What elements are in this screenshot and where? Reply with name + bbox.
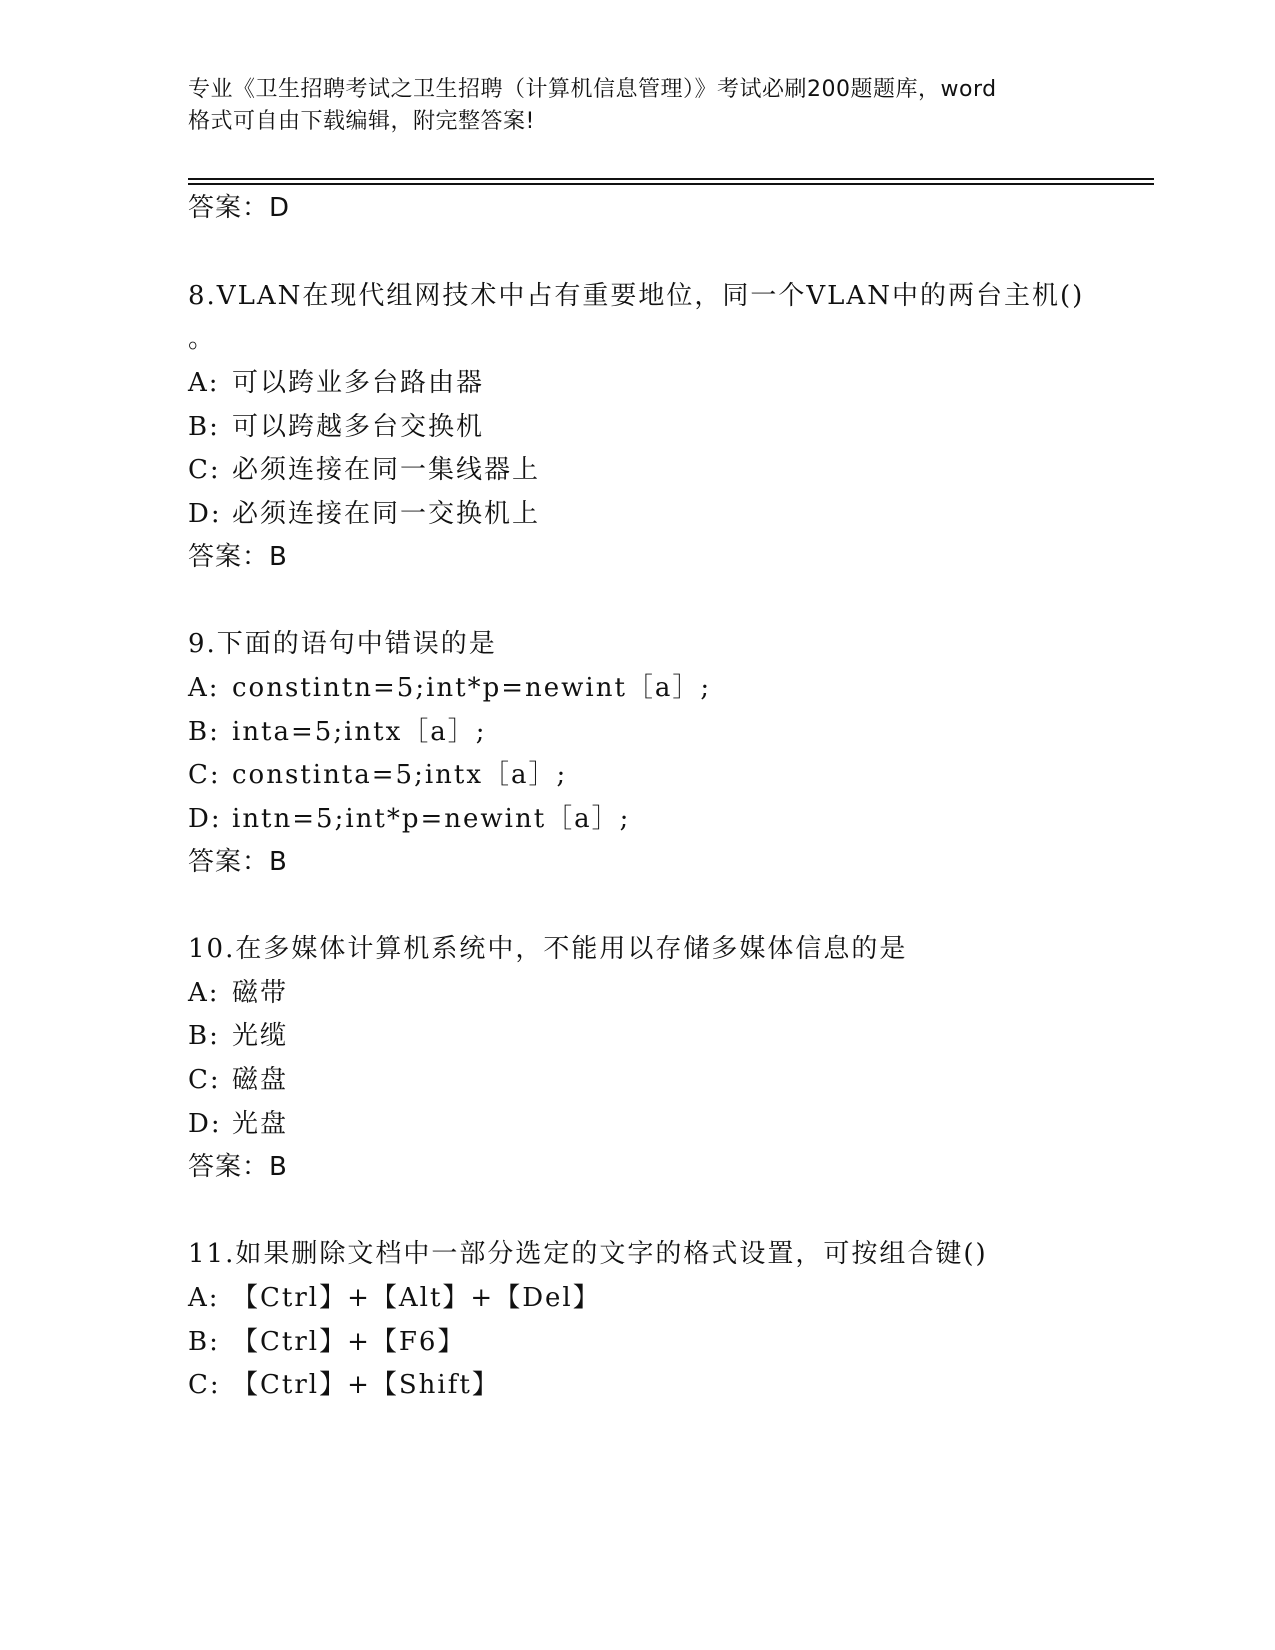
option-label: D: bbox=[188, 499, 222, 529]
option-label: B: bbox=[188, 412, 220, 442]
question-8-option-c bbox=[188, 453, 540, 487]
header-line-2: 格式可自由下载编辑，附完整答案! bbox=[188, 109, 535, 134]
page-header bbox=[188, 74, 1088, 138]
option-label: C: bbox=[188, 1370, 221, 1400]
option-label: C: bbox=[188, 760, 221, 790]
option-label: D: bbox=[188, 1109, 222, 1139]
question-11-option-c bbox=[188, 1368, 500, 1402]
option-text: 光缆 bbox=[232, 1021, 289, 1051]
answer-q7: 答案：D bbox=[188, 193, 291, 223]
option-label: C: bbox=[188, 455, 221, 485]
option-text: 光盘 bbox=[232, 1109, 289, 1139]
option-label: A: bbox=[188, 1283, 220, 1313]
option-label: B: bbox=[188, 1021, 220, 1051]
option-label: A: bbox=[188, 978, 220, 1008]
option-label: D: bbox=[188, 804, 222, 834]
question-10-option-a bbox=[188, 976, 288, 1010]
answer-q8: 答案：B bbox=[188, 542, 288, 572]
question-8-option-d bbox=[188, 497, 540, 531]
question-11-option-b bbox=[188, 1325, 465, 1359]
option-text: 可以跨越多台交换机 bbox=[232, 412, 485, 442]
question-8-stem-cont: 。 bbox=[188, 324, 217, 354]
question-10-stem: 10.在多媒体计算机系统中，不能用以存储多媒体信息的是 bbox=[188, 934, 908, 964]
question-9-option-c bbox=[188, 758, 567, 792]
option-text: 必须连接在同一集线器上 bbox=[232, 455, 541, 485]
option-text: constintn=5;int*p=newint［a］; bbox=[232, 673, 712, 703]
answer-q10: 答案：B bbox=[188, 1152, 288, 1182]
option-text: 【Ctrl】+【Shift】 bbox=[232, 1370, 500, 1400]
question-11-option-a bbox=[188, 1281, 601, 1315]
question-10-option-d bbox=[188, 1107, 288, 1141]
header-line-1: 专业《卫生招聘考试之卫生招聘（计算机信息管理）》考试必刷200题题库，word bbox=[188, 77, 997, 102]
option-label: C: bbox=[188, 1065, 221, 1095]
option-text: intn=5;int*p=newint［a］; bbox=[232, 804, 631, 834]
option-text: 磁带 bbox=[232, 978, 289, 1008]
option-text: 【Ctrl】+【F6】 bbox=[232, 1327, 466, 1357]
question-8-option-a bbox=[188, 366, 484, 400]
answer-q9: 答案：B bbox=[188, 847, 288, 877]
option-text: inta=5;intx［a］; bbox=[232, 717, 487, 747]
option-label: A: bbox=[188, 368, 220, 398]
question-9-option-b bbox=[188, 715, 487, 749]
option-text: 【Ctrl】+【Alt】+【Del】 bbox=[232, 1283, 601, 1313]
question-9-option-a bbox=[188, 671, 711, 705]
option-text: 可以跨业多台路由器 bbox=[232, 368, 485, 398]
question-10-option-c bbox=[188, 1063, 288, 1097]
question-10-option-b bbox=[188, 1019, 288, 1053]
header-divider-top bbox=[188, 178, 1154, 180]
option-text: constinta=5;intx［a］; bbox=[232, 760, 568, 790]
option-text: 磁盘 bbox=[232, 1065, 289, 1095]
header-divider-bottom bbox=[188, 183, 1154, 185]
question-8-option-b bbox=[188, 410, 484, 444]
option-label: A: bbox=[188, 673, 220, 703]
option-label: B: bbox=[188, 1327, 220, 1357]
question-9-stem: 9.下面的语句中错误的是 bbox=[188, 629, 497, 659]
question-8-stem: 8.VLAN在现代组网技术中占有重要地位，同一个VLAN中的两台主机() bbox=[188, 281, 1085, 311]
option-label: B: bbox=[188, 717, 220, 747]
question-11-stem: 11.如果删除文档中一部分选定的文字的格式设置，可按组合键() bbox=[188, 1239, 988, 1269]
question-9-option-d bbox=[188, 802, 630, 836]
option-text: 必须连接在同一交换机上 bbox=[232, 499, 541, 529]
